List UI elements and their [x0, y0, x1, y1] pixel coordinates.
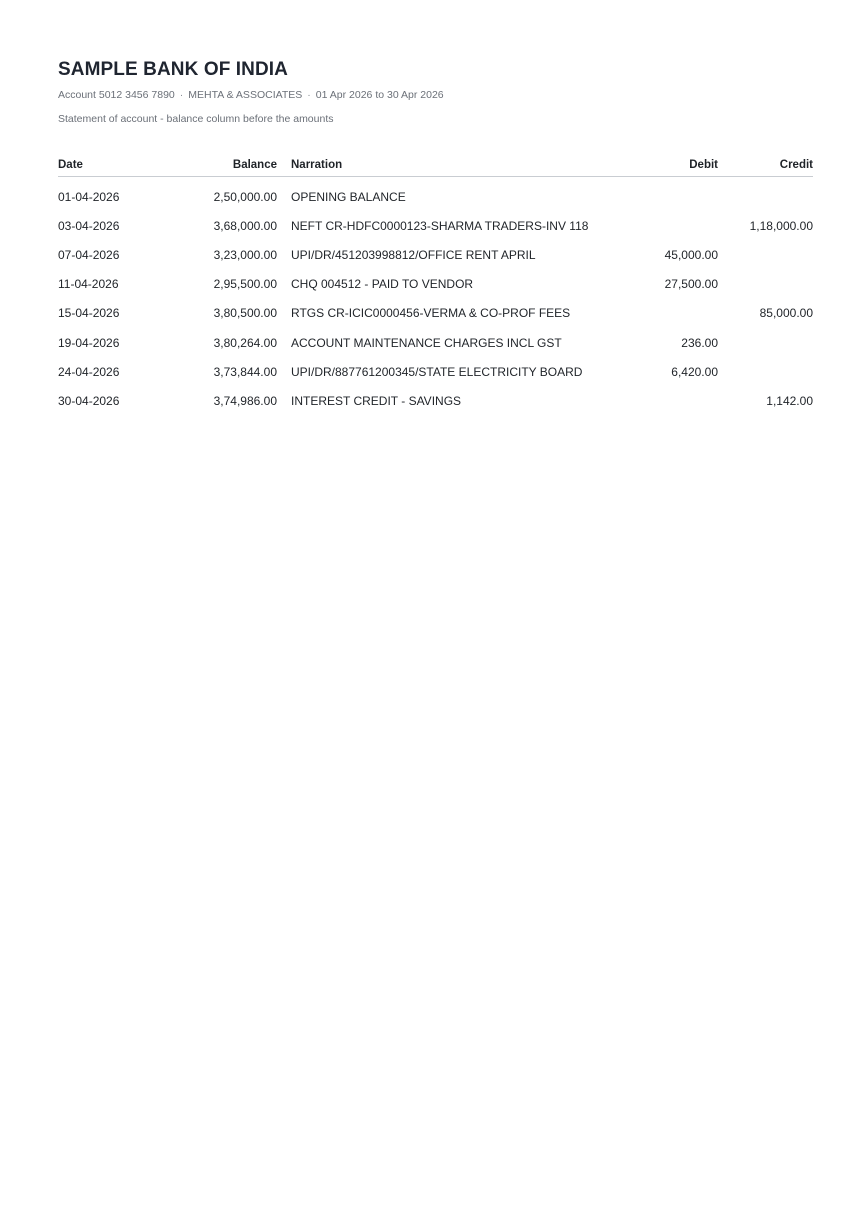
cell-credit [718, 328, 813, 357]
cell-balance: 3,80,264.00 [213, 335, 277, 350]
table-row [58, 211, 813, 240]
meta-separator: · [307, 89, 311, 101]
meta-separator: · [179, 89, 184, 101]
cell-date: 15-04-2026 [58, 306, 120, 321]
column-header-credit: Credit [718, 157, 813, 177]
cell-debit [621, 177, 718, 212]
column-header-balance: Balance [188, 157, 291, 177]
column-header-debit: Debit [621, 157, 718, 177]
table-row [58, 386, 813, 415]
cell-credit [718, 270, 813, 299]
cell-credit: 1,18,000.00 [749, 218, 813, 233]
cell-balance: 3,68,000.00 [213, 218, 277, 233]
cell-date: 19-04-2026 [58, 335, 120, 350]
cell-balance: 3,23,000.00 [213, 247, 277, 262]
cell-narration: ACCOUNT MAINTENANCE CHARGES INCL GST [291, 335, 562, 350]
cell-date: 07-04-2026 [58, 247, 120, 262]
cell-credit: 1,142.00 [766, 393, 813, 408]
statement-period: 01 Apr 2026 to 30 Apr 2026 [315, 89, 444, 101]
bank-name: SAMPLE BANK OF INDIA [58, 59, 288, 80]
cell-date: 01-04-2026 [58, 189, 120, 204]
account-number: Account 5012 3456 7890 [58, 89, 175, 101]
cell-credit [718, 177, 813, 212]
cell-balance: 3,73,844.00 [213, 364, 277, 379]
cell-balance: 3,74,986.00 [213, 393, 277, 408]
table-row [58, 177, 813, 212]
table-row [58, 240, 813, 269]
table-row [58, 299, 813, 328]
table-row [58, 357, 813, 386]
cell-narration: OPENING BALANCE [291, 189, 406, 204]
cell-balance: 2,95,500.00 [213, 277, 277, 292]
cell-debit: 6,420.00 [671, 364, 718, 379]
cell-date: 03-04-2026 [58, 218, 120, 233]
cell-credit [718, 357, 813, 386]
statement-meta [58, 87, 810, 103]
table-row [58, 270, 813, 299]
cell-debit: 27,500.00 [664, 277, 718, 292]
cell-date: 24-04-2026 [58, 364, 120, 379]
account-holder: MEHTA & ASSOCIATES [188, 89, 303, 101]
column-header-date: Date [58, 157, 188, 177]
cell-debit [621, 386, 718, 415]
cell-narration: UPI/DR/451203998812/OFFICE RENT APRIL [291, 247, 536, 262]
cell-narration: RTGS CR-ICIC0000456-VERMA & CO-PROF FEES [291, 306, 571, 321]
cell-date: 11-04-2026 [58, 277, 119, 292]
statement-page [58, 56, 813, 416]
cell-debit: 236.00 [681, 335, 718, 350]
cell-credit [718, 240, 813, 269]
cell-balance: 2,50,000.00 [213, 189, 277, 204]
cell-balance: 3,80,500.00 [213, 306, 277, 321]
cell-narration: INTEREST CREDIT - SAVINGS [291, 393, 462, 408]
cell-narration: UPI/DR/887761200345/STATE ELECTRICITY BOARD [291, 364, 583, 379]
cell-date: 30-04-2026 [58, 393, 120, 408]
cell-narration: NEFT CR-HDFC0000123-SHARMA TRADERS-INV 118 [291, 218, 589, 233]
statement-subtitle: Statement of account - balance column before the amounts [58, 113, 334, 125]
column-header-narration: Narration [291, 157, 621, 177]
cell-narration: CHQ 004512 - PAID TO VENDOR [291, 277, 474, 292]
cell-debit: 45,000.00 [664, 247, 718, 262]
table-header-row [58, 157, 813, 177]
cell-debit [621, 299, 718, 328]
transactions-table [58, 157, 813, 416]
cell-debit [621, 211, 718, 240]
table-row [58, 328, 813, 357]
cell-credit: 85,000.00 [759, 306, 813, 321]
